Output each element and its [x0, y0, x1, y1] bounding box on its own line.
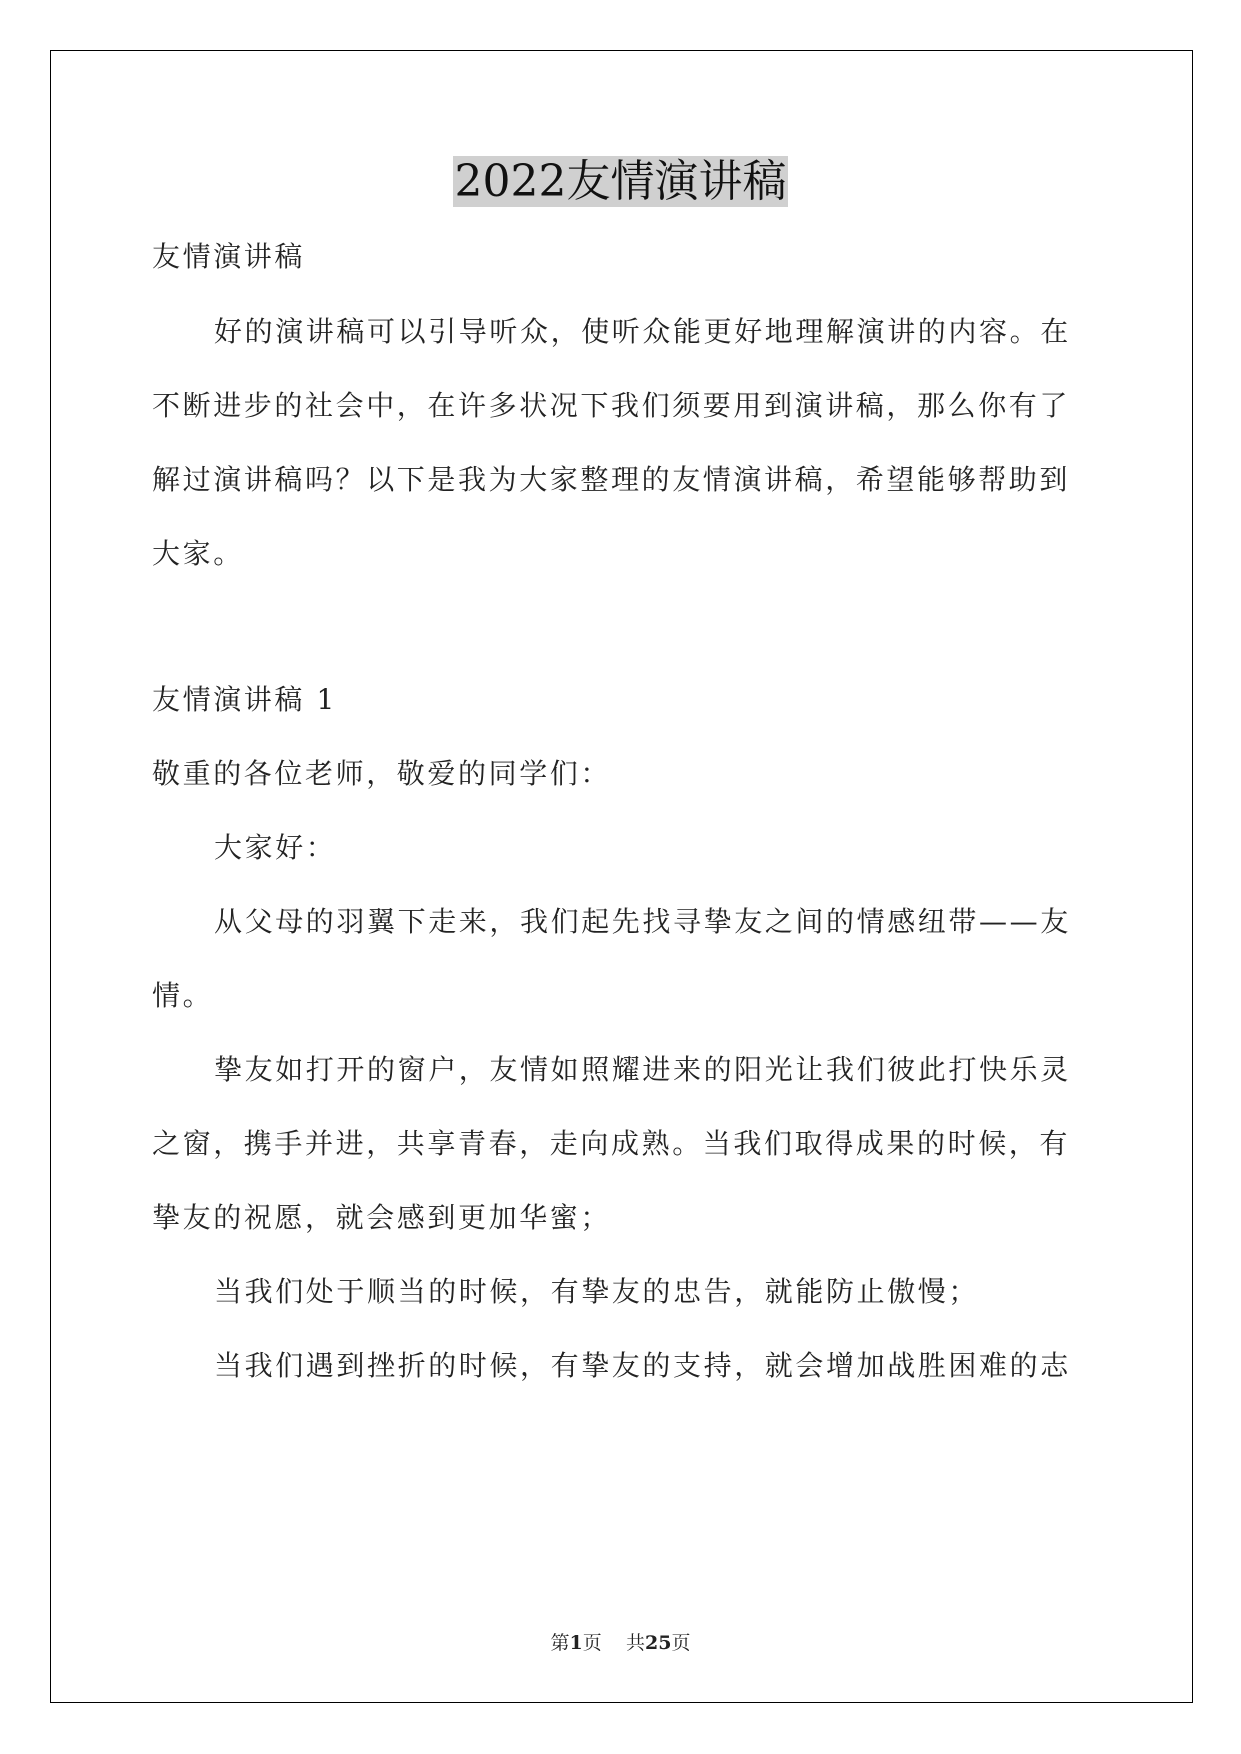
footer-total-suffix: 页 — [671, 1632, 691, 1654]
footer-page-suffix: 页 — [582, 1632, 602, 1654]
body-p2-line-3: 挚友的祝愿，就会感到更加华蜜； — [152, 1201, 612, 1234]
intro-line-3: 解过演讲稿吗？以下是我为大家整理的友情演讲稿，希望能够帮助到 — [152, 463, 1071, 496]
body-p2-line-1: 挚友如打开的窗户，友情如照耀进来的阳光让我们彼此打快乐灵 — [214, 1053, 1071, 1086]
speech-heading: 友情演讲稿 1 — [152, 683, 337, 716]
intro-line-2: 不断进步的社会中，在许多状况下我们须要用到演讲稿，那么你有了 — [152, 389, 1071, 422]
document-title — [0, 152, 1241, 212]
body-p1-line-2: 情。 — [152, 979, 214, 1012]
page-footer — [0, 1628, 1241, 1658]
body-p3: 当我们处于顺当的时候，有挚友的忠告，就能防止傲慢； — [214, 1275, 980, 1308]
footer-page-number: 1 — [569, 1632, 583, 1654]
intro-line-1: 好的演讲稿可以引导听众，使听众能更好地理解演讲的内容。在 — [214, 315, 1071, 348]
footer-total-prefix: 共 — [625, 1632, 645, 1654]
body-p1-line-1: 从父母的羽翼下走来，我们起先找寻挚友之间的情感纽带——友 — [214, 905, 1071, 938]
intro-line-4: 大家。 — [152, 537, 244, 570]
footer-prefix: 第 — [550, 1632, 570, 1654]
footer-total-pages: 25 — [644, 1632, 672, 1654]
body-p2-line-2: 之窗，携手并进，共享青春，走向成熟。当我们取得成果的时候，有 — [152, 1127, 1071, 1160]
greeting: 大家好： — [214, 831, 337, 864]
body-p4: 当我们遇到挫折的时候，有挚友的支持，就会增加战胜困难的志 — [214, 1349, 1071, 1382]
section-heading: 友情演讲稿 — [152, 240, 306, 273]
salutation: 敬重的各位老师，敬爱的同学们： — [152, 757, 612, 790]
document-title-text: 2022友情演讲稿 — [454, 156, 787, 207]
